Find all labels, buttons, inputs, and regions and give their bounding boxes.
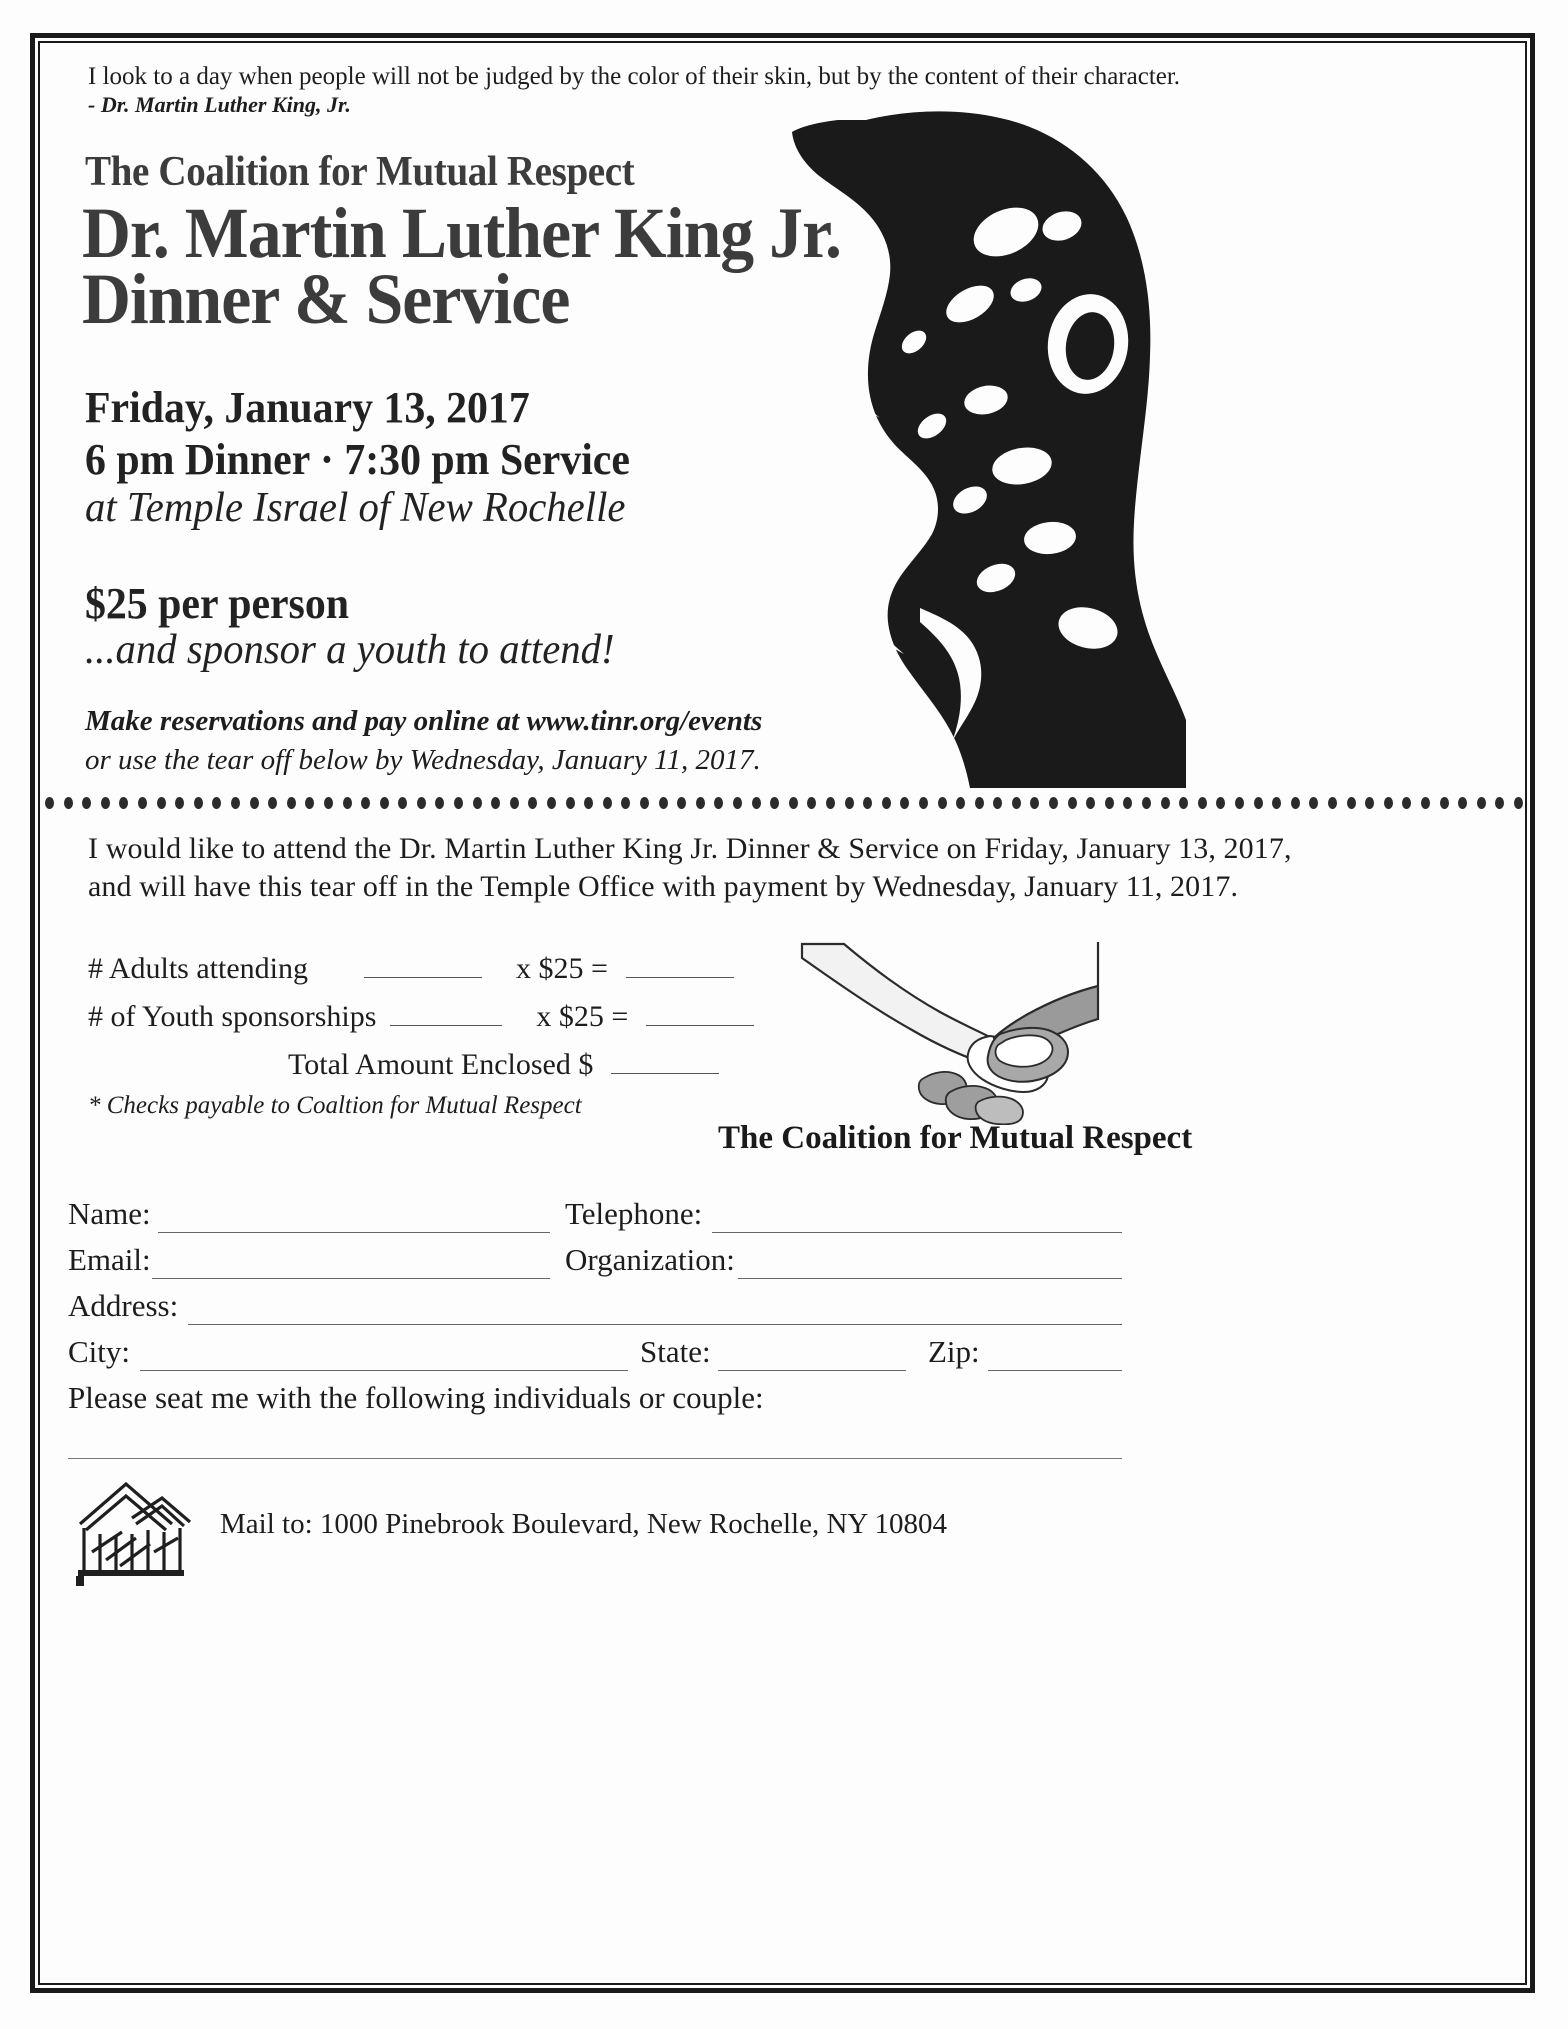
tear-dot [659, 797, 668, 809]
tear-dot [603, 797, 612, 809]
youth-label: # of Youth sponsorships [88, 1000, 377, 1033]
temple-building-icon [70, 1478, 200, 1586]
tear-dot [435, 797, 444, 809]
tear-dot [157, 797, 166, 809]
address-field-label: Address: [68, 1288, 179, 1323]
adults-rate-label: x $25 = [516, 952, 608, 985]
tear-dot [268, 797, 277, 809]
sponsor-call-to-action: ...and sponsor a youth to attend! [85, 627, 615, 673]
order-row-adults [88, 952, 734, 986]
name-field-label: Name: [68, 1196, 151, 1231]
adults-label: # Adults attending [88, 952, 308, 985]
tear-dot [1421, 797, 1430, 809]
telephone-field-label: Telephone: [565, 1196, 703, 1231]
address-input[interactable] [188, 1324, 1122, 1325]
tear-dot [566, 797, 575, 809]
tear-off-perforation-line [45, 795, 1523, 811]
tear-dot [82, 797, 91, 809]
tear-dot [1365, 797, 1374, 809]
tear-dot [45, 797, 54, 809]
tear-dot [714, 797, 723, 809]
total-amount-input[interactable] [611, 1051, 719, 1074]
tear-dot [138, 797, 147, 809]
youth-rate-label: x $25 = [536, 1000, 629, 1033]
tear-dot [1402, 797, 1411, 809]
tear-dot [547, 797, 556, 809]
tear-dot [1328, 797, 1337, 809]
tear-dot [1030, 797, 1039, 809]
order-row-total [288, 1048, 719, 1082]
tear-dot [677, 797, 686, 809]
tear-dot [807, 797, 816, 809]
reservations-instruction-line-2: or use the tear off below by Wednesday, January 11, 2017. [85, 744, 761, 776]
tear-dot [398, 797, 407, 809]
event-title-line-2: Dinner & Service [82, 259, 570, 339]
tear-dot [1272, 797, 1281, 809]
tear-dot [1495, 797, 1504, 809]
tear-dot [1123, 797, 1132, 809]
reservations-instruction-line-1: Make reservations and pay online at www.tinr.org/events [85, 705, 763, 737]
city-input[interactable] [140, 1370, 628, 1371]
tear-dot [1384, 797, 1393, 809]
tear-dot [845, 797, 854, 809]
tear-dot [250, 797, 259, 809]
zip-field-label: Zip: [928, 1334, 980, 1369]
tear-dot [212, 797, 221, 809]
event-price: $25 per person [85, 579, 349, 628]
tear-dot [194, 797, 203, 809]
tear-dot [733, 797, 742, 809]
event-times: 6 pm Dinner · 7:30 pm Service [85, 435, 630, 484]
tear-dot [826, 797, 835, 809]
seating-request-label: Please seat me with the following individuals or couple: [68, 1380, 764, 1415]
tear-dot [491, 797, 500, 809]
tear-dot [1235, 797, 1244, 809]
tear-dot [1216, 797, 1225, 809]
tear-dot [528, 797, 537, 809]
youth-count-input[interactable] [390, 1003, 502, 1026]
tear-dot [1514, 797, 1523, 809]
email-input[interactable] [152, 1278, 550, 1279]
tear-dot [361, 797, 370, 809]
tear-dot [510, 797, 519, 809]
tear-dot [621, 797, 630, 809]
tear-dot [324, 797, 333, 809]
tear-dot [1179, 797, 1188, 809]
seating-request-input[interactable] [68, 1458, 1122, 1459]
tearoff-intro-line-2: and will have this tear off in the Temple Office with payment by Wednesday, January 11, 2017. [88, 870, 1239, 903]
tear-dot [752, 797, 761, 809]
checks-payable-note: * Checks payable to Coaltion for Mutual Respect [88, 1092, 582, 1119]
city-field-label: City: [68, 1334, 131, 1369]
tear-dot [956, 797, 965, 809]
tear-dot [1105, 797, 1114, 809]
tear-dot [938, 797, 947, 809]
tear-dot [175, 797, 184, 809]
tear-dot [1049, 797, 1058, 809]
tear-dot [1291, 797, 1300, 809]
tear-dot [1254, 797, 1263, 809]
tear-dot [343, 797, 352, 809]
tear-dot [64, 797, 73, 809]
tear-dot [287, 797, 296, 809]
tear-dot [1161, 797, 1170, 809]
organization-field-label: Organization: [565, 1242, 735, 1277]
tear-dot [473, 797, 482, 809]
state-input[interactable] [718, 1370, 906, 1371]
zip-input[interactable] [988, 1370, 1122, 1371]
tear-dot [101, 797, 110, 809]
mail-to-address: Mail to: 1000 Pinebrook Boulevard, New Rochelle, NY 10804 [220, 1508, 948, 1540]
email-field-label: Email: [68, 1242, 151, 1277]
tear-dot [863, 797, 872, 809]
tear-dot [640, 797, 649, 809]
tear-dot [1458, 797, 1467, 809]
tear-dot [1086, 797, 1095, 809]
event-date: Friday, January 13, 2017 [85, 383, 530, 432]
coalition-logo-caption: The Coalition for Mutual Respect [718, 1120, 1193, 1156]
tear-dot [1347, 797, 1356, 809]
tear-dot [882, 797, 891, 809]
tear-dot [993, 797, 1002, 809]
mlk-quote-text: I look to a day when people will not be judged by the color of their skin, but by the content of their character. [88, 63, 1181, 90]
adults-subtotal-input[interactable] [626, 955, 734, 978]
event-title-line-1: Dr. Martin Luther King Jr. [82, 193, 841, 273]
tear-dot [1309, 797, 1318, 809]
tear-dot [1440, 797, 1449, 809]
tear-dot [1142, 797, 1151, 809]
adults-count-input[interactable] [364, 955, 482, 978]
youth-subtotal-input[interactable] [646, 1003, 754, 1026]
telephone-input[interactable] [712, 1232, 1122, 1233]
tear-dot [231, 797, 240, 809]
tear-dot [305, 797, 314, 809]
order-row-youth [88, 1000, 754, 1034]
tearoff-intro-line-1: I would like to attend the Dr. Martin Luther King Jr. Dinner & Service on Friday, January 13, 2017, [88, 832, 1292, 865]
tear-dot [584, 797, 593, 809]
tear-dot [770, 797, 779, 809]
tear-dot [119, 797, 128, 809]
tear-dot [417, 797, 426, 809]
tear-dot [975, 797, 984, 809]
tear-dot [1012, 797, 1021, 809]
tear-dot [1477, 797, 1486, 809]
tear-dot [696, 797, 705, 809]
name-input[interactable] [158, 1232, 550, 1233]
tear-dot [919, 797, 928, 809]
mlk-quote-attribution: - Dr. Martin Luther King, Jr. [88, 92, 351, 117]
tear-dot [380, 797, 389, 809]
event-venue: at Temple Israel of New Rochelle [85, 485, 626, 531]
total-label: Total Amount Enclosed $ [288, 1048, 594, 1081]
tear-dot [454, 797, 463, 809]
state-field-label: State: [640, 1334, 711, 1369]
tear-dot [900, 797, 909, 809]
organization-input[interactable] [738, 1278, 1122, 1279]
handshake-logo-image [800, 940, 1100, 1125]
tear-dot [789, 797, 798, 809]
organization-name: The Coalition for Mutual Respect [85, 149, 635, 195]
tear-dot [1068, 797, 1077, 809]
tear-dot [1198, 797, 1207, 809]
